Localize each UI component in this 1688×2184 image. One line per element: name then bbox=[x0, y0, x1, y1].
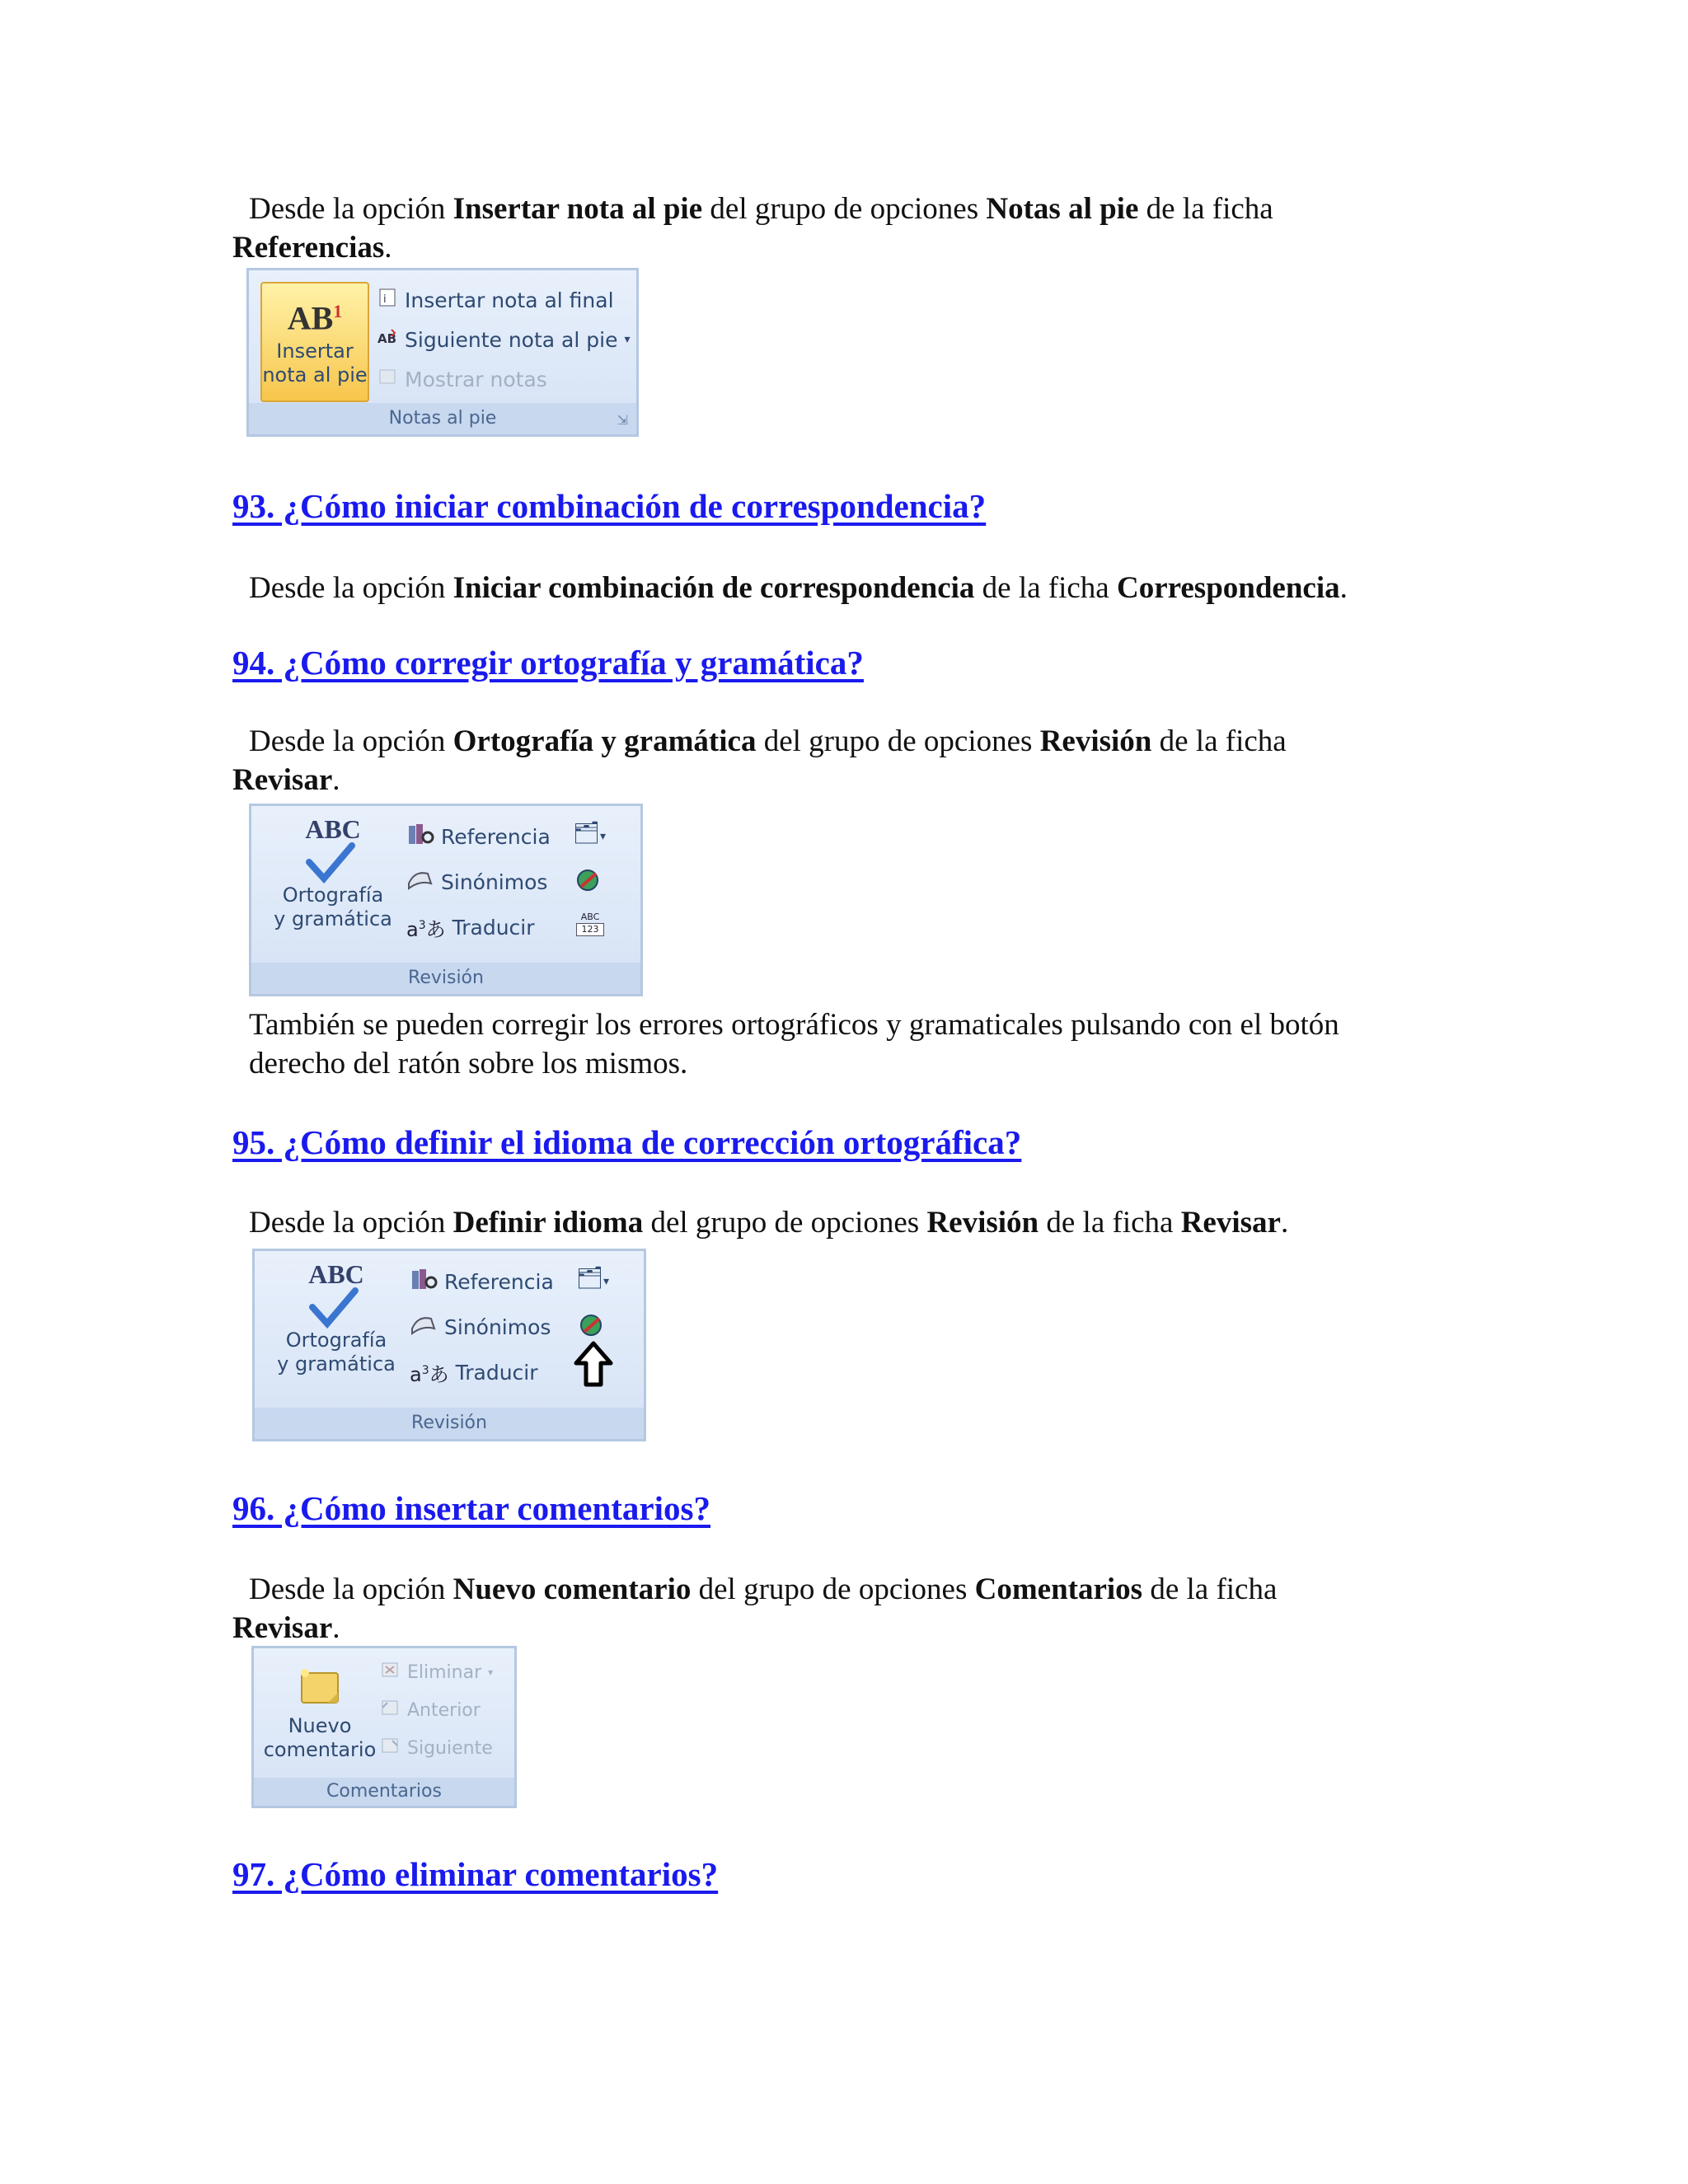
ribbon-notas-al-pie bbox=[246, 268, 639, 437]
paragraph-95: Desde la opción Definir idioma del grupo de opciones Revisión de la ficha Revisar. bbox=[249, 1206, 1289, 1240]
sinonimos-button[interactable]: Sinónimos bbox=[406, 867, 547, 897]
set-language-globe-icon[interactable] bbox=[574, 867, 603, 898]
word-count-icon[interactable]: ABC 123 bbox=[576, 912, 604, 936]
ribbon-revision-2 bbox=[252, 1249, 646, 1441]
next-footnote-icon bbox=[377, 326, 398, 353]
siguiente-button[interactable]: Siguiente bbox=[379, 1736, 493, 1760]
mostrar-notas-button[interactable]: Mostrar notas bbox=[377, 366, 547, 392]
show-notes-icon bbox=[377, 366, 398, 392]
thesaurus-icon bbox=[406, 867, 434, 897]
heading-93[interactable]: 93. ¿Cómo iniciar combinación de correspondencia? bbox=[232, 487, 987, 525]
set-language-globe-icon[interactable] bbox=[578, 1312, 606, 1343]
referencia-button-2[interactable]: Referencia bbox=[410, 1266, 554, 1297]
heading-95[interactable]: 95. ¿Cómo definir el idioma de corrección ortográfica? bbox=[232, 1123, 1022, 1161]
bold-notas-al-pie: Notas al pie bbox=[986, 192, 1139, 226]
group-label-notas-al-pie: Notas al pie bbox=[249, 403, 636, 434]
svg-text:i: i bbox=[383, 293, 387, 306]
paragraph-94: Desde la opción Ortografía y gramática del grupo de opciones Revisión de la ficha Revisar. bbox=[232, 724, 1287, 797]
paragraph-94-extra: También se pueden corregir los errores ortográficos y gramaticales pulsando con el botón derecho del ratón sobre los mismos. bbox=[249, 1008, 1339, 1080]
group-label-revision-2: Revisión bbox=[255, 1408, 644, 1439]
endnote-icon bbox=[377, 287, 398, 313]
insertar-nota-al-final-button[interactable]: i Insertar nota al final bbox=[377, 287, 614, 313]
traducir-button-2[interactable]: $a^3$あ Traducir bbox=[410, 1358, 538, 1387]
traducir-button[interactable]: $a^3$あ Traducir bbox=[406, 913, 535, 942]
new-comment-icon bbox=[262, 1660, 377, 1714]
heading-94[interactable]: 94. ¿Cómo corregir ortografía y gramática? bbox=[232, 644, 864, 682]
ribbon-comentarios bbox=[251, 1646, 517, 1808]
footnote-icon: $AB^1$ bbox=[287, 299, 343, 337]
insertar-nota-al-pie-button[interactable]: $AB^1$ Insertar nota al pie bbox=[260, 282, 369, 402]
dialog-launcher-icon[interactable]: ⇲ bbox=[617, 412, 628, 428]
language-dropdown-icon[interactable]: 🗂▾ bbox=[576, 1266, 610, 1291]
translate-icon: $a^3$あ bbox=[406, 918, 446, 941]
group-label-comentarios: Comentarios bbox=[254, 1778, 514, 1806]
svg-text:AB: AB bbox=[377, 331, 397, 346]
bold-referencias: Referencias bbox=[232, 231, 385, 265]
heading-97[interactable]: 97. ¿Cómo eliminar comentarios? bbox=[232, 1855, 719, 1893]
eliminar-button[interactable]: Eliminar ▾ bbox=[379, 1660, 493, 1685]
previous-comment-icon bbox=[379, 1698, 401, 1722]
research-books-icon bbox=[406, 821, 434, 852]
paragraph-93: Desde la opción Iniciar combinación de correspondencia de la ficha Correspondencia. bbox=[249, 571, 1348, 605]
translate-icon: $a^3$あ bbox=[410, 1363, 449, 1386]
delete-comment-icon bbox=[379, 1660, 401, 1685]
heading-96[interactable]: 96. ¿Cómo insertar comentarios? bbox=[232, 1489, 710, 1527]
spellcheck-icon: ABC bbox=[266, 1263, 406, 1329]
referencia-button[interactable]: Referencia bbox=[406, 821, 551, 852]
ribbon-revision-1 bbox=[249, 804, 643, 996]
sinonimos-button-2[interactable]: Sinónimos bbox=[410, 1312, 551, 1342]
ortografia-gramatica-button[interactable]: ABC Ortografía y gramática bbox=[263, 818, 403, 958]
nuevo-comentario-button[interactable]: Nuevo comentario bbox=[262, 1660, 377, 1775]
bold-insertar-nota: Insertar nota al pie bbox=[452, 192, 703, 226]
anterior-button[interactable]: Anterior bbox=[379, 1698, 481, 1722]
paragraph-96: Desde la opción Nuevo comentario del grupo de opciones Comentarios de la ficha Revisar. bbox=[232, 1572, 1278, 1645]
ortografia-gramatica-button-2[interactable]: ABC Ortografía y gramática bbox=[266, 1263, 406, 1403]
siguiente-nota-al-pie-button[interactable]: AB Siguiente nota al pie ▾ bbox=[377, 327, 631, 352]
spellcheck-icon: ABC bbox=[263, 818, 403, 883]
research-books-icon bbox=[410, 1266, 438, 1297]
arrow-up-pointer-icon bbox=[573, 1340, 614, 1391]
chevron-down-icon: ▾ bbox=[624, 333, 631, 346]
group-label-revision-1: Revisión bbox=[251, 963, 640, 994]
paragraph-92: Desde la opción Insertar nota al pie del grupo de opciones Notas al pie de la ficha Referencias. bbox=[232, 192, 1273, 265]
chevron-down-icon: ▾ bbox=[488, 1666, 494, 1678]
language-dropdown-icon[interactable]: 🗂▾ bbox=[573, 821, 607, 846]
thesaurus-icon bbox=[410, 1312, 438, 1342]
next-comment-icon bbox=[379, 1736, 401, 1760]
